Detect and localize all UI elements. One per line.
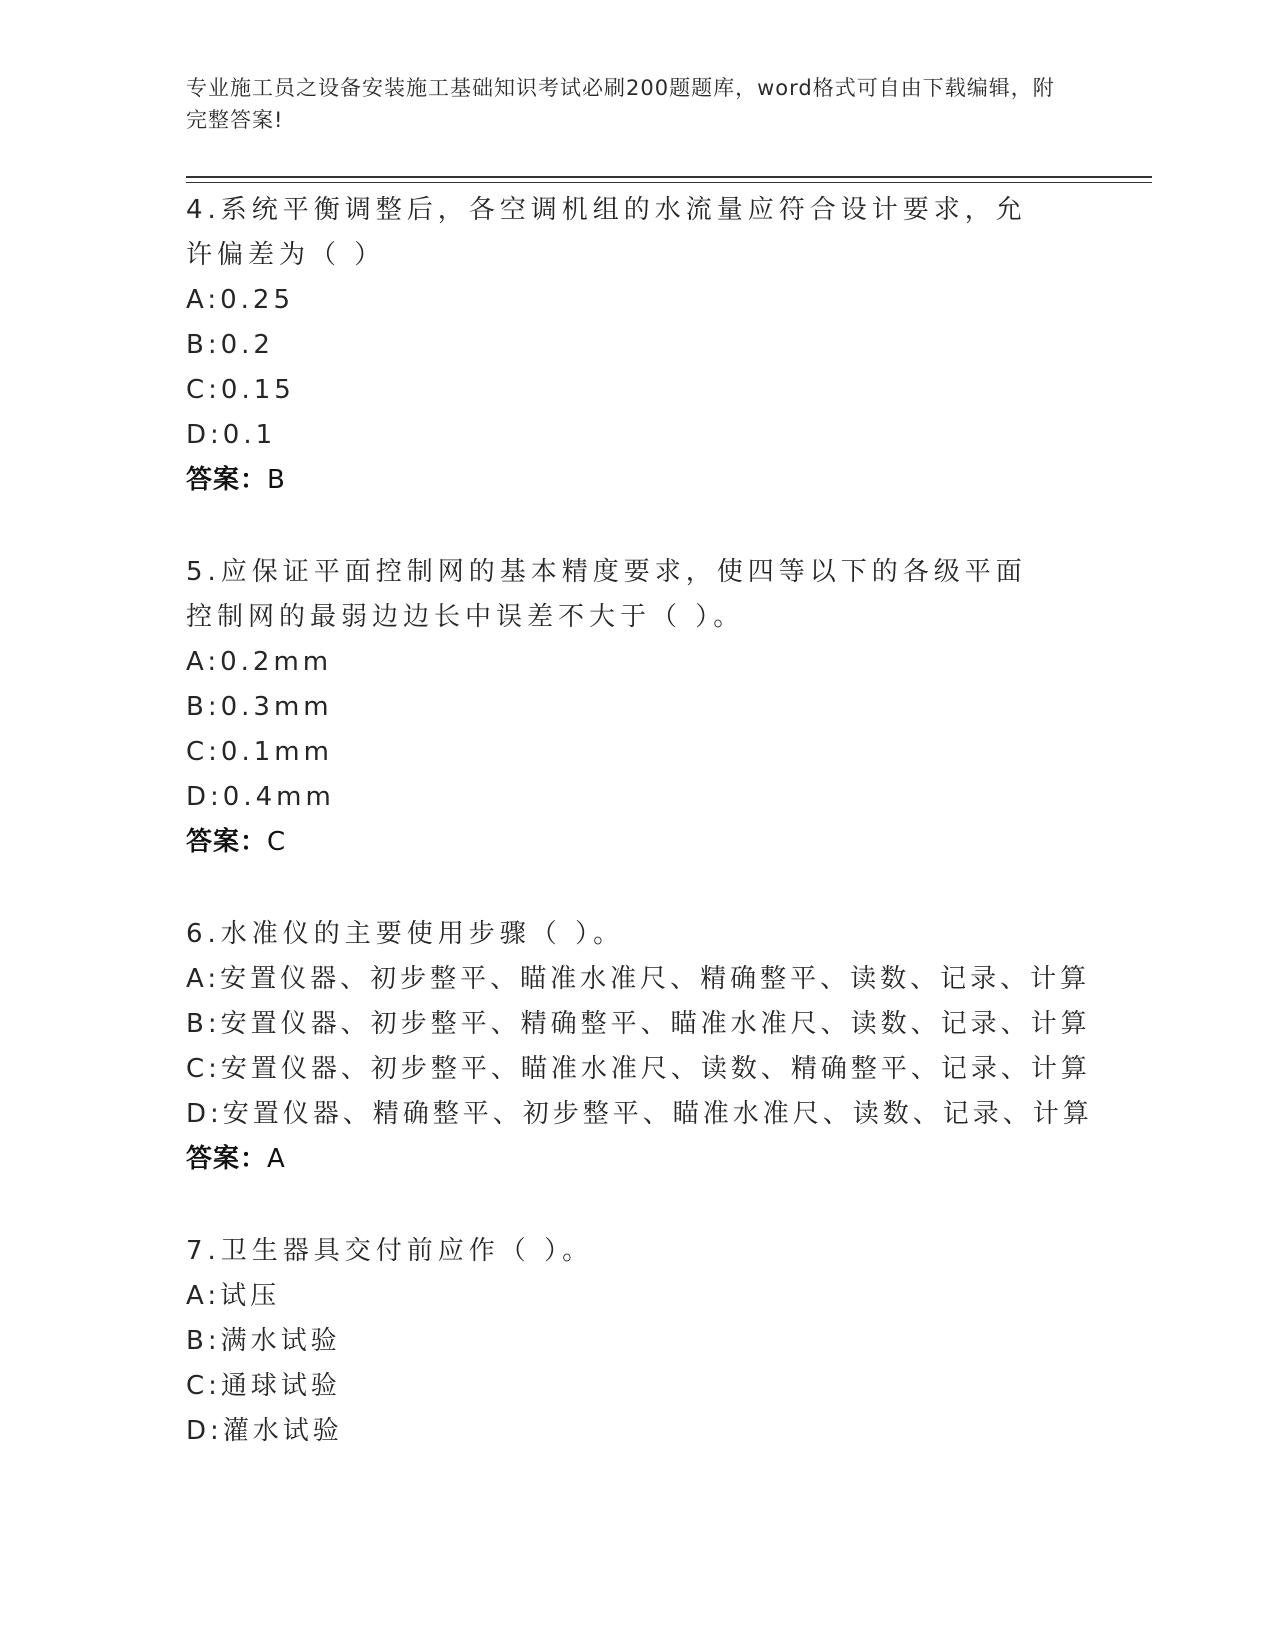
option-d xyxy=(186,1409,1146,1454)
option-key: C: xyxy=(186,1054,221,1084)
option-text: 安置仪器、初步整平、瞄准水准尺、精确整平、读数、记录、计算 xyxy=(220,964,1091,994)
document-header: 专业施工员之设备安装施工基础知识考试必刷200题题库，word格式可自由下载编辑，附完整答案! xyxy=(186,76,1055,132)
option-b xyxy=(186,1002,1146,1047)
question-stem: 5.应保证平面控制网的基本精度要求，使四等以下的各级平面控制网的最弱边边长中误差不大于（ ）。 xyxy=(186,557,1027,632)
option-a xyxy=(186,957,1146,1002)
question-stem: 6.水准仪的主要使用步骤（ ）。 xyxy=(186,919,625,949)
option-text: 0.2 xyxy=(220,330,274,360)
option-c xyxy=(186,1364,1146,1409)
option-text: 灌水试验 xyxy=(222,1416,343,1446)
header-divider-thin xyxy=(186,182,1152,183)
option-text: 满水试验 xyxy=(220,1326,341,1356)
question-item xyxy=(186,1229,1146,1454)
option-text: 通球试验 xyxy=(220,1371,341,1401)
option-key: D: xyxy=(186,782,223,812)
answer-line xyxy=(186,458,1146,502)
option-a xyxy=(186,640,1146,685)
answer-line xyxy=(186,820,1146,864)
question-list xyxy=(186,188,1146,1454)
option-key: B: xyxy=(186,330,221,360)
option-d xyxy=(186,775,1146,820)
option-key: D: xyxy=(186,1416,223,1446)
option-text: 0.3mm xyxy=(220,692,333,722)
option-key: D: xyxy=(186,1099,223,1129)
option-text: 安置仪器、初步整平、瞄准水准尺、读数、精确整平、记录、计算 xyxy=(220,1054,1091,1084)
option-key: A: xyxy=(186,647,221,677)
option-text: 0.1 xyxy=(222,420,277,450)
option-key: A: xyxy=(186,1281,221,1311)
option-text: 0.2mm xyxy=(220,647,333,677)
option-key: A: xyxy=(186,285,221,315)
option-key: C: xyxy=(186,375,221,405)
question-stem: 7.卫生器具交付前应作（ ）。 xyxy=(186,1236,594,1266)
option-key: B: xyxy=(186,1326,221,1356)
option-b xyxy=(186,323,1146,368)
option-b xyxy=(186,1319,1146,1364)
option-c xyxy=(186,368,1146,413)
option-text: 0.1mm xyxy=(220,737,333,767)
option-key: C: xyxy=(186,1371,221,1401)
option-b xyxy=(186,685,1146,730)
option-a xyxy=(186,1274,1146,1319)
question-item xyxy=(186,188,1146,502)
header-divider-thick xyxy=(186,176,1152,178)
option-text: 0.25 xyxy=(220,285,294,315)
answer-line xyxy=(186,1137,1146,1181)
option-a xyxy=(186,278,1146,323)
option-key: D: xyxy=(186,420,223,450)
option-text: 安置仪器、初步整平、精确整平、瞄准水准尺、读数、记录、计算 xyxy=(220,1009,1091,1039)
answer-value: B xyxy=(267,465,286,495)
question-stem: 4.系统平衡调整后，各空调机组的水流量应符合设计要求，允许偏差为（ ） xyxy=(186,195,1027,270)
option-key: B: xyxy=(186,692,221,722)
option-d xyxy=(186,1092,1146,1137)
answer-label: 答案： xyxy=(186,465,268,495)
answer-value: A xyxy=(267,1144,286,1174)
answer-value: C xyxy=(267,827,287,857)
option-key: C: xyxy=(186,737,221,767)
answer-label: 答案： xyxy=(186,1144,268,1174)
option-key: B: xyxy=(186,1009,221,1039)
option-text: 试压 xyxy=(220,1281,281,1311)
question-item xyxy=(186,550,1146,864)
option-text: 安置仪器、精确整平、初步整平、瞄准水准尺、读数、记录、计算 xyxy=(222,1099,1093,1129)
answer-label: 答案： xyxy=(186,827,268,857)
option-d xyxy=(186,413,1146,458)
option-text: 0.15 xyxy=(220,375,295,405)
option-c xyxy=(186,1047,1146,1092)
option-key: A: xyxy=(186,964,221,994)
option-text: 0.4mm xyxy=(222,782,335,812)
question-item xyxy=(186,912,1146,1181)
option-c xyxy=(186,730,1146,775)
